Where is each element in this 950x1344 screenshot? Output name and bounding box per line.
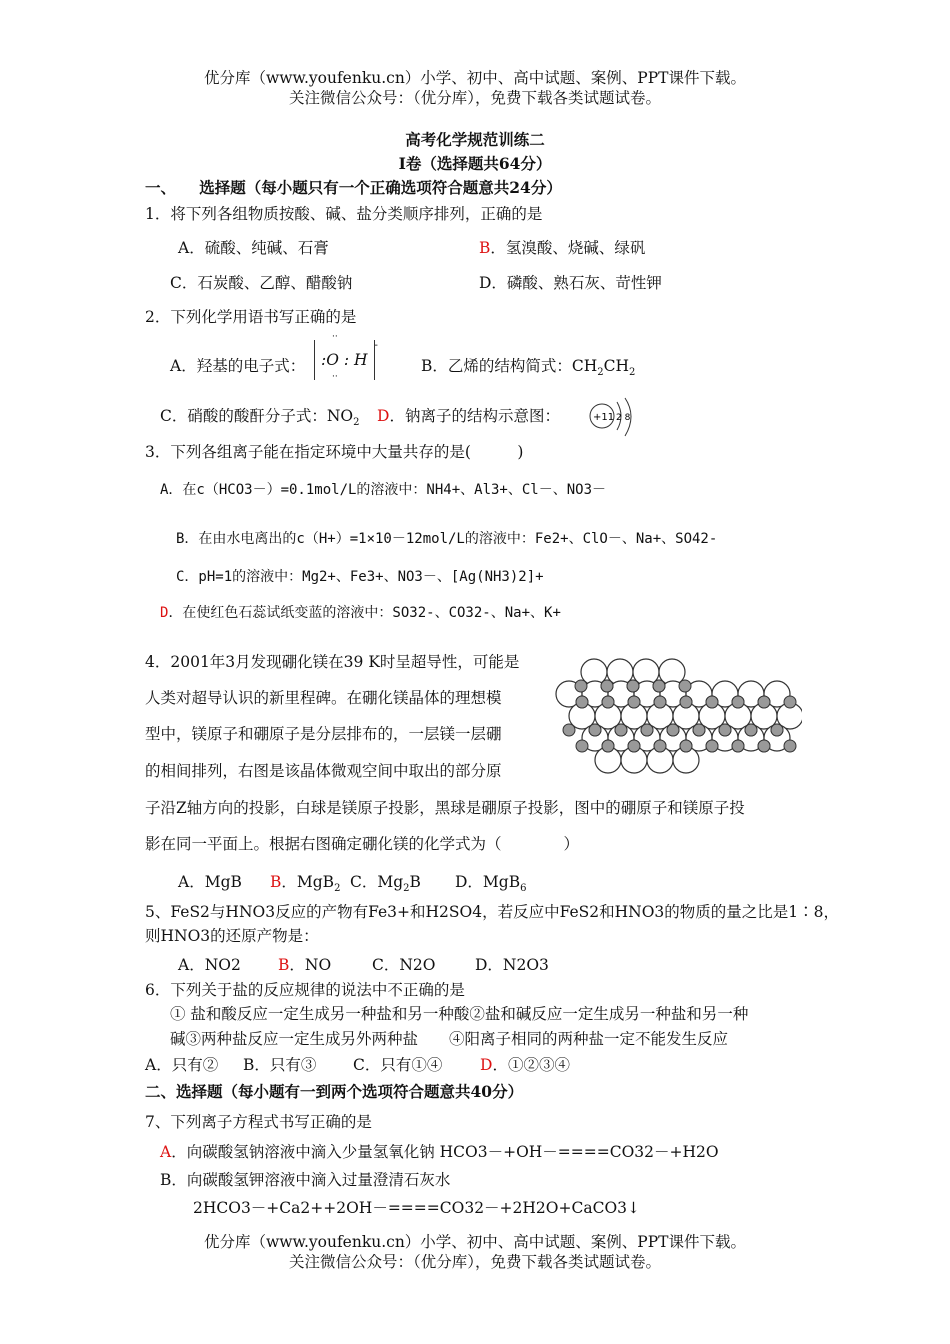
b-atom [693,724,705,736]
q1-answer-mark: B [479,239,491,257]
q5-option-a: A．NO2 [178,956,241,974]
q4-option-a: A．MgB [178,873,242,891]
q4-option-d: D．MgB$_6$ [455,873,527,895]
q6-statement-line-1: ① 盐和酸反应一定生成另一种盐和另一种酸②盐和碱反应一定生成另一种盐和另一种 [170,1005,749,1023]
q5-line-2: 则HNO3的还原产物是： [145,927,319,945]
b-atom [627,680,639,692]
b-atom [628,696,640,708]
b-atom [706,696,718,708]
q3-option-a: A．在c（HCO3－）=0.1mol/L的溶液中：NH4+、Al3+、Cl－、NO3－ [160,482,607,498]
q1-option-a: A．硫酸、纯碱、石膏 [178,239,329,257]
q7-option-b-equation: 2HCO3－+Ca2++2OH－====CO32－+2H2O+CaCO3↓ [193,1199,640,1217]
q5-answer-mark: B [278,956,290,974]
q2-option-b: B．乙烯的结构简式：$CH_2CH_2$ [421,357,636,379]
b-atom [680,740,692,752]
q1-stem: 1．将下列各组物质按酸、碱、盐分类顺序排列，正确的是 [145,205,543,223]
q5-option-d: D．N2O3 [475,956,549,974]
section-2-heading: 二、选择题（每小题有一到两个选项符合题意共40分） [145,1082,524,1101]
b-atom [602,696,614,708]
b-atom [758,696,770,708]
q2-option-d: D．钠离子的结构示意图： [377,407,560,425]
b-atom [628,740,640,752]
q7-answer-mark: A [160,1143,172,1161]
q4-line-1: 4．2001年3月发现硼化镁在39 K时呈超导性，可能是 [145,653,520,671]
q1-option-b: B．氢溴酸、烧碱、绿矾 [479,239,646,257]
q4-answer-mark: B [270,873,282,891]
q2-stem: 2．下列化学用语书写正确的是 [145,308,357,326]
q3-option-d: D．在使红色石蕊试纸变蓝的溶液中：SO32-、CO32-、Na+、K+ [160,605,561,621]
b-atom [784,696,796,708]
q2-answer-mark: D [377,407,390,425]
header-line-1: 优分库（www.youfenku.cn）小学、初中、高中试题、案例、PPT课件下载。 [203,69,747,87]
page-title: 高考化学规范训练二 [405,130,545,149]
footer-line-1: 优分库（www.youfenku.cn）小学、初中、高中试题、案例、PPT课件下载。 [203,1233,747,1251]
b-atom [563,724,575,736]
q5-line-1: 5、FeS2与HNO3反应的产物有Fe3+和H2SO4，若反应中FeS2和HNO3的物质的量之比是1∶8， [145,903,839,921]
q6-option-a: A．只有② [145,1056,219,1074]
footer-line-2: 关注微信公众号：（优分库），免费下载各类试题试卷。 [288,1253,661,1271]
nucleus-charge: +11 [593,412,615,423]
page-subtitle: Ⅰ卷（选择题共64分） [398,154,552,173]
b-atom [771,724,783,736]
b-atom [680,696,692,708]
shell-electrons: 2 8 [616,413,631,423]
q4-line-6: 影在同一平面上。根据右图确定硼化镁的化学式为（ ） [145,835,580,853]
hydroxyl-electron-formula: ·· :O : H- ·· [314,340,378,380]
b-atom [654,696,666,708]
b-atom [589,724,601,736]
q6-option-d: D．①②③④ [480,1056,570,1074]
b-atom [745,724,757,736]
b-atom [576,740,588,752]
q6-statement-line-2: 碱③两种盐反应一定生成另外两种盐 ④阳离子相同的两种盐一定不能发生反应 [170,1030,729,1048]
q7-stem: 7、下列离子方程式书写正确的是 [145,1113,372,1131]
q6-option-b: B．只有③ [243,1056,317,1074]
q5-option-b: B．NO [278,956,332,974]
q5-option-c: C．N2O [372,956,436,974]
q3-option-b: B．在由水电离出的c（H+）=1×10－12mol/L的溶液中：Fe2+、ClO－、Na+、SO42- [176,531,718,547]
b-atom [641,724,653,736]
q6-stem: 6．下列关于盐的反应规律的说法中不正确的是 [145,981,465,999]
q2-option-a: A．羟基的电子式： [170,357,306,375]
q3-option-c: C．pH=1的溶液中：Mg2+、Fe3+、NO3－、[Ag(NH3)2]+ [176,569,544,585]
q6-option-c: C．只有①④ [353,1056,443,1074]
q4-option-c: C．$Mg_2B$ [350,873,421,895]
b-atom [679,680,691,692]
b-atom [576,696,588,708]
q7-option-a: A．向碳酸氢钠溶液中滴入少量氢氧化钠 HCO3－+OH－====CO32－+H2O [160,1143,719,1161]
q4-line-5: 子沿Z轴方向的投影，白球是镁原子投影，黑球是硼原子投影，图中的硼原子和镁原子投 [145,799,745,817]
q3-stem: 3．下列各组离子能在指定环境中大量共存的是( ) [145,443,524,461]
b-atom [758,740,770,752]
q6-answer-mark: D [480,1056,493,1074]
b-atom [654,740,666,752]
q1-option-d: D．磷酸、熟石灰、苛性钾 [479,274,662,292]
b-atom [732,696,744,708]
sodium-ion-structure-diagram [585,396,645,440]
q2-option-c: C．硝酸的酸酐分子式：$NO_2$ [160,407,360,429]
q4-line-2: 人类对超导认识的新里程碑。在硼化镁晶体的理想模 [145,689,502,707]
q4-line-4: 的相间排列，右图是该晶体微观空间中取出的部分原 [145,762,502,780]
section-1-heading: 一、 选择题（每小题只有一个正确选项符合题意共24分） [145,178,562,197]
b-atom [732,740,744,752]
b-atom [706,740,718,752]
b-atom [667,724,679,736]
mgb2-crystal-projection-diagram [552,652,802,777]
b-atom [653,680,665,692]
q1-option-c: C．石炭酸、乙醇、醋酸钠 [170,274,353,292]
b-atom [719,724,731,736]
b-atom [601,680,613,692]
b-atom [784,740,796,752]
b-atom [575,680,587,692]
q4-line-3: 型中，镁原子和硼原子是分层排布的，一层镁一层硼 [145,725,502,743]
header-line-2: 关注微信公众号：（优分库），免费下载各类试题试卷。 [288,89,661,107]
q7-option-b: B．向碳酸氢钾溶液中滴入过量澄清石灰水 [160,1171,451,1189]
b-atom [615,724,627,736]
b-atom [602,740,614,752]
q3-answer-mark: D [160,605,169,621]
q4-option-b: B．MgB$_2$ [270,873,341,895]
